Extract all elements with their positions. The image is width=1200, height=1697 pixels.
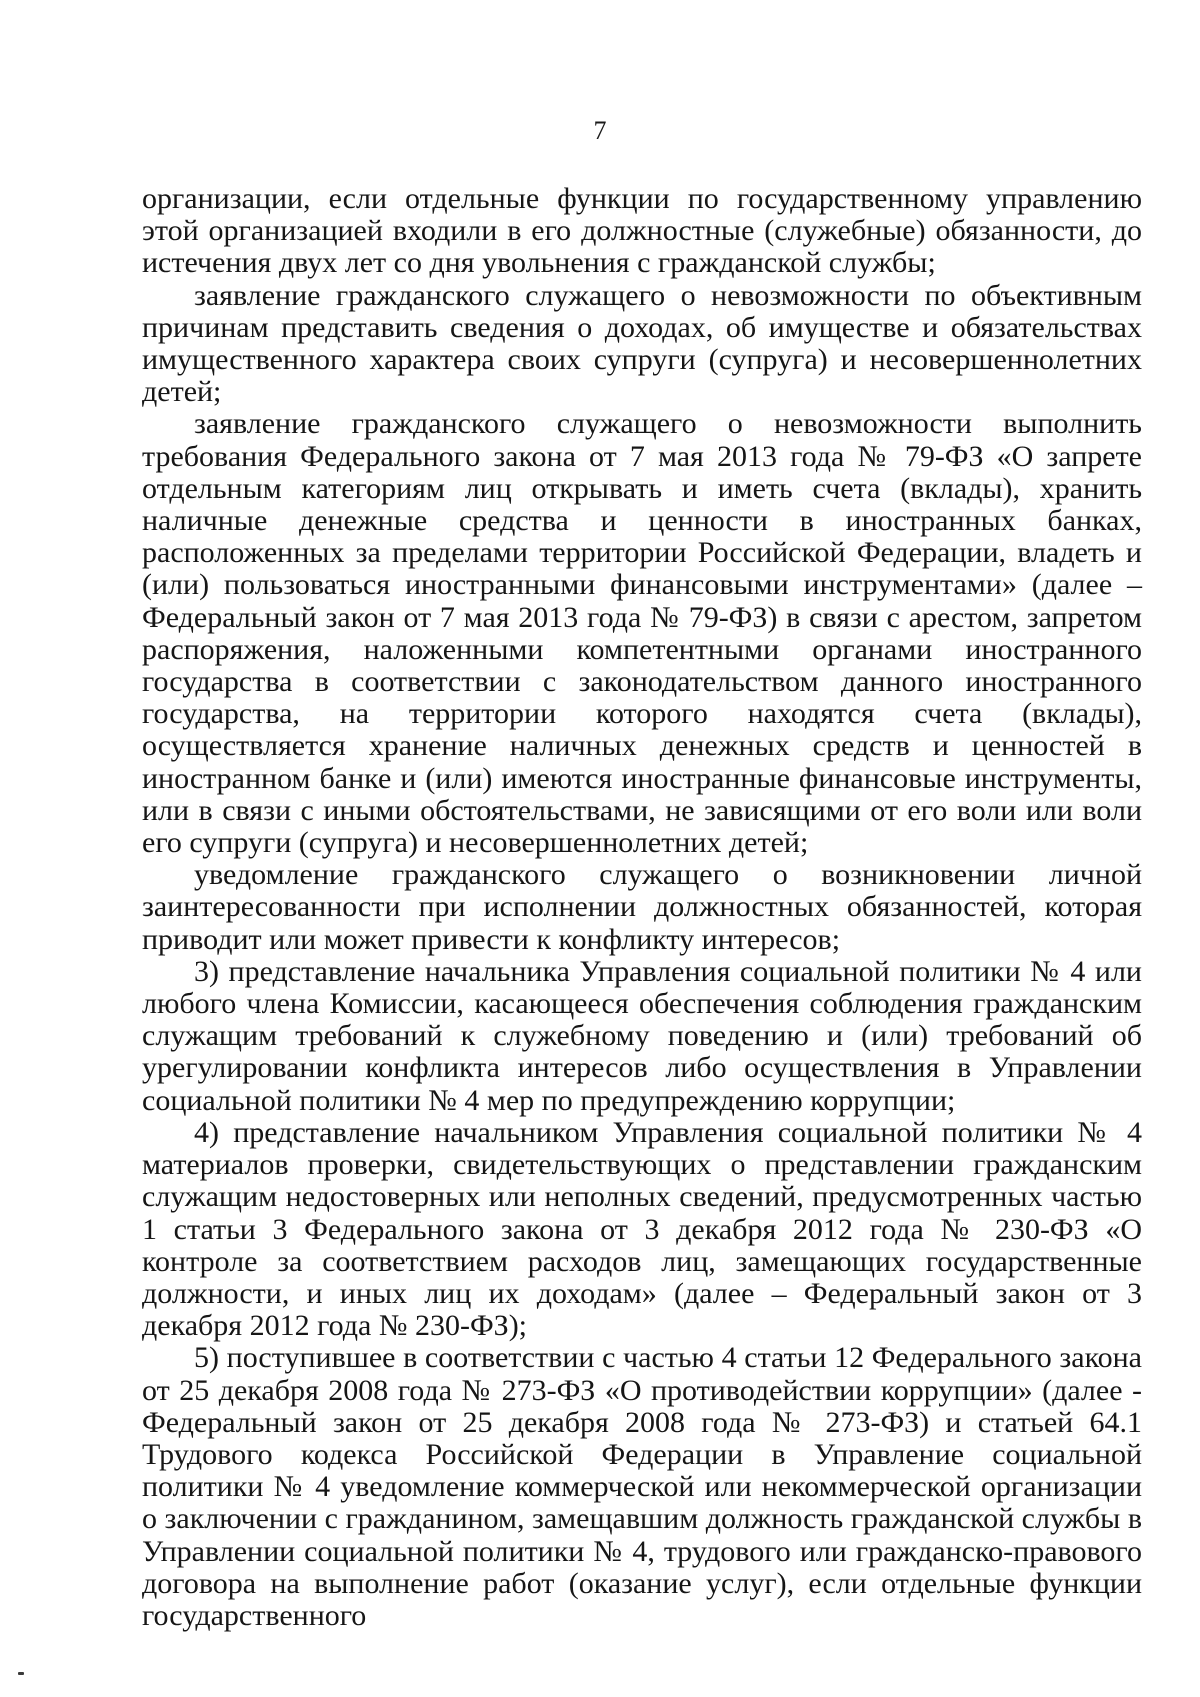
page-number: 7 [593, 116, 607, 145]
paragraph-statement-inability-79fz: заявление гражданского служащего о невозможности выполнить требования Федерального закона от 7 мая 2013 года № 79-ФЗ «О запрете отдельным категориям лиц открывать и иметь счета (вклады), хранить наличные денежные средства и ценности в иностранных банках, расположенных за пределами территории Российской Федерации, владеть и (или) пользоваться иностранными финансовыми инструментами» (далее – Федеральный закон от 7 мая 2013 года № 79-ФЗ) в связи с арестом, запретом распоряжения, наложенными компетентными органами иностранного государства в соответствии с законодательством данного иностранного государства, на территории которого находятся счета (вклады), осуществляется хранение наличных денежных средств и ценностей в иностранном банке и (или) имеются иностранные финансовые инструменты, или в связи с иными обстоятельствами, не зависящими от его воли или воли его супруги (супруга) и несовершеннолетних детей; [142, 407, 1142, 860]
paragraph-item-4: 4) представление начальником Управления социальной политики № 4 материалов проверки, свидетельствующих о представлении гражданским служащим недостоверных или неполных сведений, предусмотренных частью 1 статьи 3 Федерального закона от 3 декабря 2012 года № 230-ФЗ «О контроле за соответствием расходов лиц, замещающих государственные должности, и иных лиц их доходам» (далее – Федеральный закон от 3 декабря 2012 года № 230-ФЗ); [142, 1115, 1142, 1343]
paragraph-notice-personal-interest: уведомление гражданского служащего о возникновении личной заинтересованности при исполнении должностных обязанностей, которая приводит или может привести к конфликту интересов; [142, 858, 1142, 956]
scan-artifact [18, 1672, 24, 1675]
paragraph-item-3: 3) представление начальника Управления социальной политики № 4 или любого члена Комиссии, касающееся обеспечения соблюдения гражданским служащим требований к служебному поведению и (или) требований об урегулировании конфликта интересов либо осуществления в Управлении социальной политики № 4 мер по предупреждению коррупции; [142, 954, 1142, 1117]
paragraph-statement-inability-income-info: заявление гражданского служащего о невозможности по объективным причинам представить сведения о доходах, об имуществе и обязательствах имущественного характера своих супруги (супруга) и несовершеннолетних детей; [142, 278, 1142, 409]
paragraph-continuation: организации, если отдельные функции по государственному управлению этой организацией входили в его должностные (служебные) обязанности, до истечения двух лет со дня увольнения с гражданской службы; [142, 182, 1142, 280]
document-body [142, 183, 1142, 1632]
paragraph-item-5: 5) поступившее в соответствии с частью 4 статьи 12 Федерального закона от 25 декабря 2008 года № 273-ФЗ «О противодействии коррупции» (далее - Федеральный закон от 25 декабря 2008 года № 273-ФЗ) и статьей 64.1 Трудового кодекса Российской Федерации в Управление социальной политики № 4 уведомление коммерческой или некоммерческой организации о заключении с гражданином, замещавшим должность гражданской службы в Управлении социальной политики № 4, трудового или гражданско-правового договора на выполнение работ (оказание услуг), если отдельные функции государственного [142, 1341, 1142, 1632]
